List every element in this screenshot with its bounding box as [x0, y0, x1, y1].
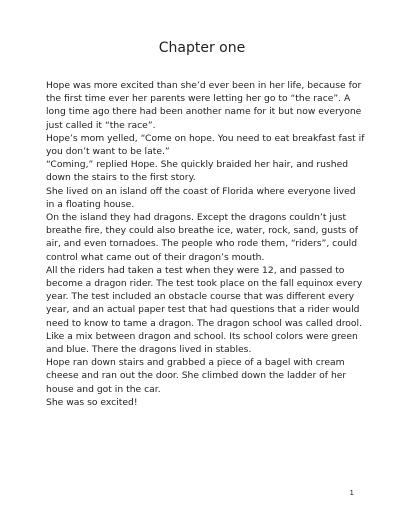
- chapter-body: [46, 79, 366, 409]
- paragraph: She was so excited!: [46, 396, 138, 408]
- paragraph: “Coming,” replied Hope. She quickly braided her hair, and rushed down the stairs to the first story.: [46, 159, 349, 184]
- paragraph: She lived on an island off the coast of Florida where everyone lived in a floating house.: [46, 185, 356, 210]
- chapter-title: Chapter one: [158, 40, 246, 56]
- paragraph: All the riders had taken a test when they were 12, and passed to become a dragon rider. The test took place on the fall equinox every year. The test included an obstacle course that was different every year, and an actual paper test that had questions that a rider would need to know to tame a dragon. The dragon school was called drool. Like a mix between dragon and school. Its school colors were green and blue. There the dragons lived in stables.: [46, 264, 363, 356]
- paragraph: Hope’s mom yelled, “Come on hope. You need to eat breakfast fast if you don’t want to be late.”: [46, 132, 365, 158]
- page-number: 1: [349, 489, 354, 497]
- paragraph: On the island they had dragons. Except the dragons couldn’t just breathe fire, they could also breathe ice, water, rock, sand, gusts of air, and even tornadoes. The people who rode them, “riders”, could control what came out of their dragon’s mouth.: [46, 212, 359, 263]
- paragraph: Hope was more excited than she’d ever been in her life, because for the first time ever her parents were letting her go to “the race”. A long time ago there had been another name for it but now everyone just called it “the race”.: [46, 80, 362, 131]
- paragraph: Hope ran down stairs and grabbed a piece of a bagel with cream cheese and ran out the door. She climbed down the ladder of her house and got in the car.: [46, 357, 347, 395]
